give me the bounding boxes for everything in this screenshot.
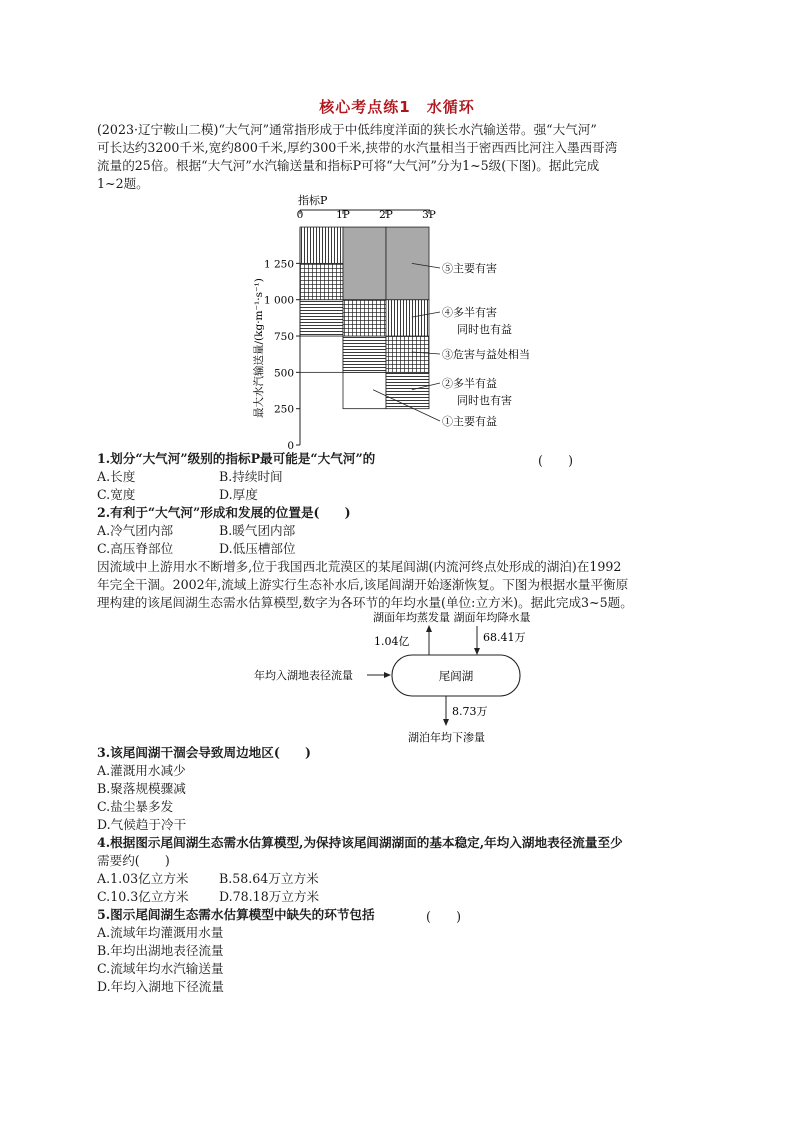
chart-cell-level-2 bbox=[300, 300, 343, 336]
q5-answer-paren: ( ) bbox=[426, 909, 462, 924]
seepage-label: 湖泊年均下渗量 bbox=[408, 731, 485, 744]
passage1-line: 1~2题。 bbox=[97, 176, 149, 191]
y-tick-label: 500 bbox=[273, 367, 294, 380]
q1-stem: 1.划分“大气河”级别的指标P最可能是“大气河”的 bbox=[97, 451, 376, 466]
x-axis-title: 指标P bbox=[298, 194, 328, 207]
legend-level-2: ②多半有益 bbox=[442, 377, 497, 390]
chart-cell-level-4 bbox=[300, 227, 343, 263]
passage1-line: (2023·辽宁鞍山二模)“大气河”通常指形成于中低纬度洋面的狭长水汽输送带。强“大气河” bbox=[97, 122, 597, 137]
y-tick-label: 1 250 bbox=[263, 258, 294, 271]
precipitation-value: 68.41万 bbox=[483, 631, 526, 644]
x-tick-label: 0 bbox=[296, 209, 304, 221]
chart-cell-level-1 bbox=[343, 372, 386, 408]
q4-option-b: B.58.64万立方米 bbox=[219, 871, 319, 886]
y-tick-label: 1 000 bbox=[263, 294, 294, 307]
tail-lake-label: 尾闾湖 bbox=[438, 669, 474, 683]
y-tick-label: 750 bbox=[273, 331, 294, 344]
q4-option-a: A.1.03亿立方米 bbox=[97, 871, 189, 886]
atmospheric-river-chart bbox=[240, 192, 560, 452]
top-flux-labels: 湖面年均蒸发量 湖面年均降水量 bbox=[373, 611, 531, 624]
q3-option-b: B.聚落规模骤减 bbox=[97, 781, 186, 796]
x-tick-label: 3P bbox=[422, 209, 436, 221]
passage1-line: 可长达约3200千米,宽约800千米,厚约300千米,挟带的水汽量相当于密西西比河注入墨西哥湾 bbox=[97, 140, 618, 155]
q2-option-c: C.高压脊部位 bbox=[97, 541, 174, 556]
q2-option-d: D.低压槽部位 bbox=[219, 541, 296, 556]
q1-answer-paren: ( ) bbox=[538, 453, 574, 468]
chart-cell-level-4 bbox=[386, 300, 429, 336]
page-title: 核心考点练1 水循环 bbox=[319, 98, 475, 116]
legend-level-1: ①主要有益 bbox=[442, 415, 497, 428]
water-balance-diagram bbox=[240, 608, 560, 748]
y-axis-title: 最大水汽输送量/(kg·m⁻¹·s⁻¹) bbox=[253, 278, 265, 418]
q4-option-c: C.10.3亿立方米 bbox=[97, 889, 189, 904]
q2-stem: 2.有利于“大气河”形成和发展的位置是( ) bbox=[97, 505, 351, 520]
chart-cell-level-5 bbox=[386, 227, 429, 300]
q1-option-c: C.宽度 bbox=[97, 487, 136, 502]
passage1-line: 流量的25倍。根据“大气河”水汽输送量和指标P可将“大气河”分为1~5级(下图)。据此完成 bbox=[97, 158, 600, 173]
x-tick-label: 2P bbox=[379, 209, 393, 221]
legend-level-5: ⑤主要有害 bbox=[442, 262, 497, 275]
q4-stem: 4.根据图示尾闾湖生态需水估算模型,为保持该尾闾湖湖面的基本稳定,年均入湖地表径流量至少 bbox=[97, 835, 623, 850]
q5-stem: 5.图示尾闾湖生态需水估算模型中缺失的环节包括 bbox=[97, 907, 375, 922]
chart-cell-level-3 bbox=[343, 300, 386, 336]
q4-option-d: D.78.18万立方米 bbox=[219, 889, 320, 904]
q1-option-a: A.长度 bbox=[97, 469, 136, 484]
x-tick-label: 1P bbox=[336, 209, 350, 221]
legend-level-4: ④多半有害 bbox=[442, 306, 497, 319]
seepage-value: 8.73万 bbox=[452, 705, 488, 718]
chart-cell-level-3 bbox=[386, 336, 429, 372]
surface-inflow-label: 年均入湖地表径流量 bbox=[254, 669, 353, 682]
chart-cell-level-2 bbox=[386, 372, 429, 408]
passage2-line: 因流域中上游用水不断增多,位于我国西北荒漠区的某尾闾湖(内流河终点处形成的湖泊)在1992 bbox=[97, 559, 622, 574]
q1-option-d: D.厚度 bbox=[219, 487, 258, 502]
passage2-line: 年完全干涸。2002年,流域上游实行生态补水后,该尾闾湖开始逐渐恢复。下图为根据水量平衡原 bbox=[97, 577, 629, 592]
q3-stem: 3.该尾闾湖干涸会导致周边地区( ) bbox=[97, 745, 311, 760]
q4-stem-cont: 需要约( ) bbox=[97, 853, 170, 868]
q5-option-b: B.年均出湖地表径流量 bbox=[97, 943, 224, 958]
evaporation-value: 1.04亿 bbox=[374, 635, 410, 648]
q5-option-c: C.流域年均水汽输送量 bbox=[97, 961, 224, 976]
y-tick-label: 250 bbox=[273, 403, 294, 416]
q2-option-b: B.暖气团内部 bbox=[219, 523, 296, 538]
chart-cell-level-1 bbox=[300, 336, 343, 372]
q5-option-a: A.流域年均灌溉用水量 bbox=[97, 925, 224, 940]
chart-cell-level-2 bbox=[343, 336, 386, 372]
q3-option-c: C.盐尘暴多发 bbox=[97, 799, 174, 814]
legend-level-3: ③危害与益处相当 bbox=[442, 348, 530, 361]
y-tick-label: 0 bbox=[287, 440, 294, 452]
q3-option-a: A.灌溉用水减少 bbox=[97, 763, 186, 778]
legend-level-2-cont: 同时也有害 bbox=[457, 394, 512, 407]
passage2-line: 理构建的该尾闾湖生态需水估算模型,数字为各环节的年均水量(单位:立方米)。据此完成3~5题。 bbox=[97, 595, 633, 610]
q3-option-d: D.气候趋于冷干 bbox=[97, 817, 187, 832]
chart-cell-level-3 bbox=[300, 263, 343, 299]
q5-option-d: D.年均入湖地下径流量 bbox=[97, 979, 224, 994]
q2-option-a: A.冷气团内部 bbox=[97, 523, 174, 538]
q1-option-b: B.持续时间 bbox=[219, 469, 283, 484]
legend-level-4-cont: 同时也有益 bbox=[457, 323, 512, 336]
chart-cell-level-5 bbox=[343, 227, 386, 300]
